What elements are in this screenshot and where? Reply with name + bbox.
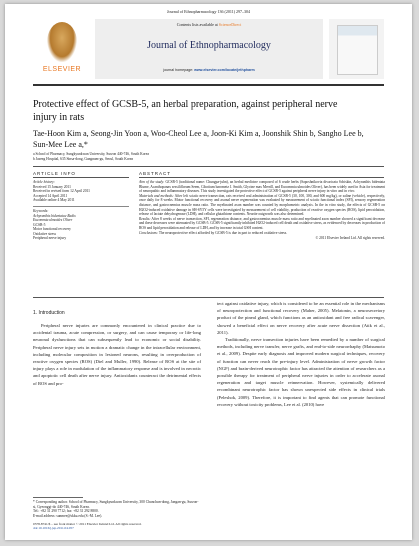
journal-title: Journal of Ethnopharmacology xyxy=(147,40,271,51)
methods-text: After left sciatic nerve transection, rats received oral administration of GCSB-5 (30, 100, 300, and 600 mg/kg), or saline (vehicle), respectively, once daily for 8 weeks. Motor functional recovery and axonal nerve regeneration was evaluated by measurement of sciatic functional index (SFI), sensory regeneration distance, and gastrocnemius muscle mass ratio. The myelinated axon number was counted by morphometric analysis. In the in vitro study, the effects of GCSB-5 on H2O2-induced oxidative damage in SH-SY5Y cells were investigated by measurement of cell viability, production of reactive oxygen species (ROS), lipid peroxidation, release of lactate dehydrogenase (LDH), and cellular glutathione contents. Neurite outgrowth was also determined. xyxy=(139,193,385,217)
abstract-body xyxy=(139,180,385,241)
history-item: Received in revised form 12 April 2011 xyxy=(33,189,90,193)
keywords-label: Keywords: xyxy=(33,209,49,214)
footnote-line: Tel.: +82 31 290 7712; fax: +82 31 292 8800. xyxy=(33,509,99,514)
sciencedirect-link[interactable]: ScienceDirect xyxy=(218,22,242,27)
body-divider xyxy=(33,297,384,298)
results-text: After 8 weeks of nerve transection, SFI, regeneration distance, and gastrocnemius muscle mass ratio and myelinated axon number showed a significant decrease and these decreases were attenuated by GCSB-5. GCSB-5 significantly inhibited H2O2-induced cell death and oxidative stress, as evidenced by decreases in production of ROS and lipid peroxidation and release of LDH, and by increase in total GSH content. xyxy=(139,216,385,230)
affiliations xyxy=(33,152,373,162)
info-rule-top xyxy=(33,177,129,178)
journal-homepage xyxy=(95,68,323,72)
corresponding-author-footnote xyxy=(33,500,201,518)
issn-doi xyxy=(33,522,201,531)
cover-thumbnail xyxy=(337,25,378,75)
history-item: Accepted 14 April 2011 xyxy=(33,193,68,198)
keyword: Motor functional recovery xyxy=(33,227,71,232)
footnote-line: * Corresponding author. School of Pharmacy, Sungkyunkwan University, 300 Chunchun-dong, Jangan-gu, Suwon-si, Gyeonggi-do 440-746, South Korea. xyxy=(33,500,199,509)
aim-text: GCSB-5 (traditional name: Chungpa-juhn), an herbal medicine composed of 6 crude herbs (Saposhnikovia divaricata Schiskin, Achyranthis bidentata Blume, Acanthopanax sessiliflorum Seem, Cibotium barometz J. Smith, Glycine max Merrill, and Eucommia ulmoides Oliver), has been widely used in Asia for treatment of neuropathic and inflammatory diseases. This study investigated the protective effect of GCSB-5 against peripheral nerve injury in vitro and in vivo. xyxy=(139,180,385,194)
homepage-link[interactable]: www.elsevier.com/locate/jethpharm xyxy=(194,68,255,72)
contents-prefix: Contents lists available at xyxy=(176,22,219,27)
info-divider xyxy=(33,206,129,207)
results-label: Results: xyxy=(139,216,151,221)
history-item: Received 15 January 2011 xyxy=(33,184,71,189)
affiliation-b: b Jaseng Hospital, 635 Sinsa-dong, Gangnam-gu, Seoul, South Korea xyxy=(33,157,134,161)
keyword: GCSB-5 xyxy=(33,222,46,227)
journal-banner xyxy=(95,19,323,79)
contents-line xyxy=(95,22,323,27)
elsevier-logo xyxy=(33,19,91,79)
publisher-name: ELSEVIER xyxy=(42,66,82,73)
doi-link[interactable]: doi:10.1016/j.jep.2011.04.057 xyxy=(33,526,74,531)
conclusions-label: Conclusions: xyxy=(139,230,158,235)
journal-cover xyxy=(329,19,384,79)
body-paragraph: Traditionally, nerve transection injuries have been remedied by a number of surgical methods, including nerve transfer, nerve grafts, and end-to-side neurorrhaphy (Matsumoto et al., 2009). Despite early diagnosis and improved modern surgical techniques, recovery of function can never reach the pre-injury level. Administration of nerve growth factor (NGF) and brain-derived neurotrophic factor has attracted the attention of researchers as a possible therapy for treatment of peripheral nerve injuries in order to accelerate axonal regeneration and target muscle reinnervation. However, systemically delivered recombinant neurotrophic factor has shown unexpected side effects in clinical trials (Peleshok, 2009). Therefore, it is important to find agents that can promote functional recovery without toxicity problems, Lee et al. (2010) have xyxy=(217,337,385,407)
article-title: Protective effect of GCSB-5, an herbal preparation, against peripheral nerve injury in rats xyxy=(33,99,338,123)
body-column-left xyxy=(33,322,201,387)
footnote-line: E-mail address: sunmee@skku.edu (S.-M. Lee). xyxy=(33,513,103,518)
body-paragraph: tect against oxidative injury, which is considered to be an essential role in the mechanisms of neuroprotection and functional recovery (Maher, 2005). Melatonin, a neurosecretory product of the pineal gland, which functions as an antioxidant and free radical scavenger, showed a beneficial effect on nerve recovery after acute nerve dissection (Atik et al., 2011). xyxy=(217,301,385,335)
keyword: Oxidative stress xyxy=(33,231,57,236)
section-divider xyxy=(33,166,384,167)
affiliation-a: a School of Pharmacy, Sungkyunkwan University, Suwon 440-746, South Korea xyxy=(33,152,149,156)
keyword: Eucommia ulmoides Oliver xyxy=(33,218,73,223)
tree-icon xyxy=(47,22,77,62)
abstract-rule-top xyxy=(139,177,384,178)
article-info-heading: ARTICLE INFO xyxy=(33,171,76,176)
author-list: Tae-Hoon Kim a, Seong-Jin Yoon a, Woo-Cheol Lee a, Joon-Ki Kim a, Joonshik Shin b, Sangho Lee b, Sun-Mee Lee a,* xyxy=(33,129,364,149)
aim-label: Aim of the study: xyxy=(139,180,165,184)
footnote-rule xyxy=(33,497,83,498)
section-title: 1. Introduction xyxy=(33,310,65,316)
body-column-right xyxy=(217,300,385,408)
history-label: Article history: xyxy=(33,180,55,184)
copyright-notice: © 2011 Elsevier Ireland Ltd. All rights reserved. xyxy=(315,236,385,241)
header-rule xyxy=(33,84,384,86)
conclusions-text: The neuroprotective effect afforded by GCSB-5 is due in part to reduced oxidative stress. xyxy=(158,230,288,235)
journal-citation: Journal of Ethnopharmacology 136 (2011) 297–304 xyxy=(166,9,251,14)
body-paragraph: Peripheral nerve injuries are commonly encountered in clinical practice due to accidental trauma, acute compression, or surgery, and can cause temporary or life-long neuronal dysfunctions that can subsequently lead to economic or social disability. Peripheral nerve injury sets in motion a dramatic change in the intracellular environment, including molecular composition in lesioned neurons, resulting in overproduction of reactive oxygen species (ROS) (Diel and Muller, 1990). Release of ROS at the site of injury plays a role in modulation of the inflammatory response and is involved in necrotic and apoptotic cell death after nerve injury. Antioxidants counteract the detrimental effects of ROS and pro- xyxy=(33,323,201,386)
history-item: Available online 4 May 2011 xyxy=(33,198,75,202)
masthead xyxy=(33,19,384,79)
methods-label: Materials and methods: xyxy=(139,193,174,198)
article-info xyxy=(33,180,129,241)
keyword: Achyranthis bidentatae Radix xyxy=(33,213,76,218)
issn-line: 0378-8741/$ – see front matter © 2011 Elsevier Ireland Ltd. All rights reserved. xyxy=(33,522,142,526)
homepage-prefix: journal homepage: xyxy=(163,68,195,72)
keyword: Peripheral nerve injury xyxy=(33,236,67,241)
abstract-heading: ABSTRACT xyxy=(139,171,172,176)
paper-page xyxy=(5,4,412,540)
